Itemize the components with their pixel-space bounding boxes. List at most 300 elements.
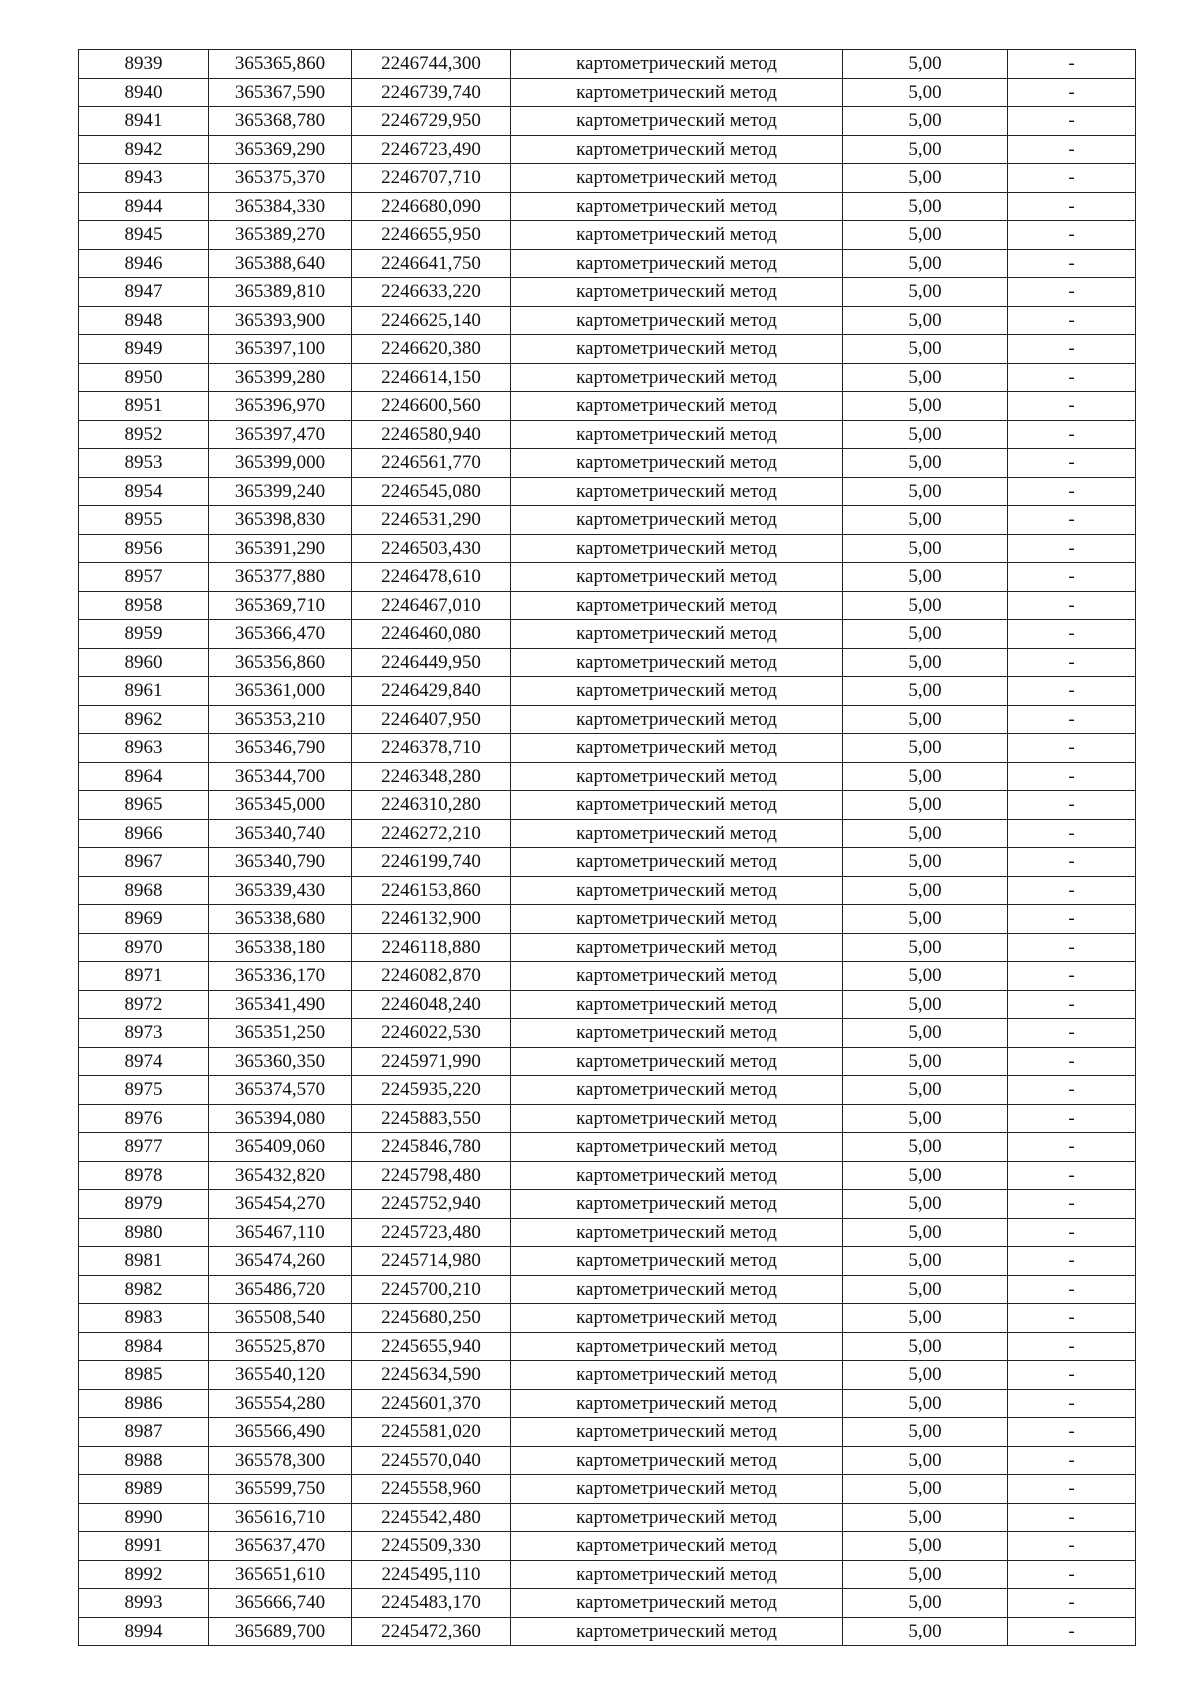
method-cell: картометрический метод	[511, 477, 843, 506]
table-row	[79, 192, 1136, 221]
method-cell: картометрический метод	[511, 306, 843, 335]
point-number-cell: 8981	[79, 1247, 209, 1276]
x-coordinate-cell: 365369,290	[209, 135, 352, 164]
point-number-cell: 8948	[79, 306, 209, 335]
x-coordinate-cell: 365367,590	[209, 78, 352, 107]
accuracy-cell: 5,00	[843, 50, 1008, 79]
description-cell: -	[1008, 335, 1136, 364]
table-row	[79, 563, 1136, 592]
accuracy-cell: 5,00	[843, 392, 1008, 421]
method-cell: картометрический метод	[511, 648, 843, 677]
x-coordinate-cell: 365391,290	[209, 534, 352, 563]
y-coordinate-cell: 2246531,290	[352, 506, 511, 535]
x-coordinate-cell: 365399,280	[209, 363, 352, 392]
description-cell: -	[1008, 848, 1136, 877]
y-coordinate-cell: 2246600,560	[352, 392, 511, 421]
method-cell: картометрический метод	[511, 449, 843, 478]
accuracy-cell: 5,00	[843, 1304, 1008, 1333]
description-cell: -	[1008, 306, 1136, 335]
method-cell: картометрический метод	[511, 591, 843, 620]
x-coordinate-cell: 365454,270	[209, 1190, 352, 1219]
accuracy-cell: 5,00	[843, 791, 1008, 820]
table-row	[79, 506, 1136, 535]
table-row	[79, 1475, 1136, 1504]
description-cell: -	[1008, 363, 1136, 392]
accuracy-cell: 5,00	[843, 1560, 1008, 1589]
description-cell: -	[1008, 78, 1136, 107]
accuracy-cell: 5,00	[843, 78, 1008, 107]
description-cell: -	[1008, 990, 1136, 1019]
method-cell: картометрический метод	[511, 192, 843, 221]
description-cell: -	[1008, 1503, 1136, 1532]
description-cell: -	[1008, 734, 1136, 763]
accuracy-cell: 5,00	[843, 677, 1008, 706]
table-row	[79, 1161, 1136, 1190]
x-coordinate-cell: 365375,370	[209, 164, 352, 193]
description-cell: -	[1008, 135, 1136, 164]
y-coordinate-cell: 2245581,020	[352, 1418, 511, 1447]
table-row	[79, 591, 1136, 620]
description-cell: -	[1008, 1361, 1136, 1390]
accuracy-cell: 5,00	[843, 962, 1008, 991]
method-cell: картометрический метод	[511, 1275, 843, 1304]
x-coordinate-cell: 365356,860	[209, 648, 352, 677]
table-row	[79, 107, 1136, 136]
method-cell: картометрический метод	[511, 1617, 843, 1646]
x-coordinate-cell: 365399,240	[209, 477, 352, 506]
method-cell: картометрический метод	[511, 1104, 843, 1133]
coordinates-table-body	[79, 50, 1136, 1646]
table-row	[79, 1418, 1136, 1447]
description-cell: -	[1008, 50, 1136, 79]
point-number-cell: 8970	[79, 933, 209, 962]
description-cell: -	[1008, 705, 1136, 734]
y-coordinate-cell: 2246680,090	[352, 192, 511, 221]
method-cell: картометрический метод	[511, 78, 843, 107]
y-coordinate-cell: 2245483,170	[352, 1589, 511, 1618]
accuracy-cell: 5,00	[843, 335, 1008, 364]
method-cell: картометрический метод	[511, 1133, 843, 1162]
y-coordinate-cell: 2245634,590	[352, 1361, 511, 1390]
accuracy-cell: 5,00	[843, 221, 1008, 250]
y-coordinate-cell: 2246082,870	[352, 962, 511, 991]
x-coordinate-cell: 365361,000	[209, 677, 352, 706]
y-coordinate-cell: 2246478,610	[352, 563, 511, 592]
x-coordinate-cell: 365345,000	[209, 791, 352, 820]
method-cell: картометрический метод	[511, 990, 843, 1019]
y-coordinate-cell: 2245655,940	[352, 1332, 511, 1361]
accuracy-cell: 5,00	[843, 620, 1008, 649]
point-number-cell: 8968	[79, 876, 209, 905]
method-cell: картометрический метод	[511, 506, 843, 535]
accuracy-cell: 5,00	[843, 1104, 1008, 1133]
x-coordinate-cell: 365365,860	[209, 50, 352, 79]
y-coordinate-cell: 2246407,950	[352, 705, 511, 734]
table-row	[79, 1247, 1136, 1276]
table-row	[79, 1047, 1136, 1076]
y-coordinate-cell: 2245558,960	[352, 1475, 511, 1504]
accuracy-cell: 5,00	[843, 734, 1008, 763]
y-coordinate-cell: 2245601,370	[352, 1389, 511, 1418]
method-cell: картометрический метод	[511, 1161, 843, 1190]
point-number-cell: 8976	[79, 1104, 209, 1133]
table-row	[79, 734, 1136, 763]
description-cell: -	[1008, 1446, 1136, 1475]
x-coordinate-cell: 365467,110	[209, 1218, 352, 1247]
method-cell: картометрический метод	[511, 1361, 843, 1390]
method-cell: картометрический метод	[511, 50, 843, 79]
y-coordinate-cell: 2245798,480	[352, 1161, 511, 1190]
x-coordinate-cell: 365366,470	[209, 620, 352, 649]
method-cell: картометрический метод	[511, 1247, 843, 1276]
accuracy-cell: 5,00	[843, 591, 1008, 620]
method-cell: картометрический метод	[511, 905, 843, 934]
y-coordinate-cell: 2245472,360	[352, 1617, 511, 1646]
y-coordinate-cell: 2246744,300	[352, 50, 511, 79]
description-cell: -	[1008, 1218, 1136, 1247]
point-number-cell: 8988	[79, 1446, 209, 1475]
y-coordinate-cell: 2245971,990	[352, 1047, 511, 1076]
y-coordinate-cell: 2246272,210	[352, 819, 511, 848]
table-row	[79, 648, 1136, 677]
y-coordinate-cell: 2246199,740	[352, 848, 511, 877]
accuracy-cell: 5,00	[843, 876, 1008, 905]
accuracy-cell: 5,00	[843, 1389, 1008, 1418]
y-coordinate-cell: 2246707,710	[352, 164, 511, 193]
x-coordinate-cell: 365389,270	[209, 221, 352, 250]
point-number-cell: 8984	[79, 1332, 209, 1361]
table-row	[79, 50, 1136, 79]
point-number-cell: 8966	[79, 819, 209, 848]
method-cell: картометрический метод	[511, 1503, 843, 1532]
x-coordinate-cell: 365397,470	[209, 420, 352, 449]
x-coordinate-cell: 365396,970	[209, 392, 352, 421]
method-cell: картометрический метод	[511, 876, 843, 905]
x-coordinate-cell: 365360,350	[209, 1047, 352, 1076]
y-coordinate-cell: 2246378,710	[352, 734, 511, 763]
x-coordinate-cell: 365432,820	[209, 1161, 352, 1190]
point-number-cell: 8973	[79, 1019, 209, 1048]
point-number-cell: 8945	[79, 221, 209, 250]
x-coordinate-cell: 365599,750	[209, 1475, 352, 1504]
accuracy-cell: 5,00	[843, 107, 1008, 136]
description-cell: -	[1008, 278, 1136, 307]
point-number-cell: 8993	[79, 1589, 209, 1618]
table-row	[79, 477, 1136, 506]
point-number-cell: 8982	[79, 1275, 209, 1304]
y-coordinate-cell: 2246449,950	[352, 648, 511, 677]
x-coordinate-cell: 365554,280	[209, 1389, 352, 1418]
description-cell: -	[1008, 620, 1136, 649]
method-cell: картометрический метод	[511, 933, 843, 962]
description-cell: -	[1008, 1418, 1136, 1447]
point-number-cell: 8949	[79, 335, 209, 364]
point-number-cell: 8947	[79, 278, 209, 307]
description-cell: -	[1008, 1133, 1136, 1162]
accuracy-cell: 5,00	[843, 1361, 1008, 1390]
table-row	[79, 876, 1136, 905]
accuracy-cell: 5,00	[843, 1161, 1008, 1190]
description-cell: -	[1008, 1475, 1136, 1504]
description-cell: -	[1008, 164, 1136, 193]
method-cell: картометрический метод	[511, 278, 843, 307]
x-coordinate-cell: 365344,700	[209, 762, 352, 791]
method-cell: картометрический метод	[511, 1190, 843, 1219]
table-row	[79, 392, 1136, 421]
y-coordinate-cell: 2245700,210	[352, 1275, 511, 1304]
accuracy-cell: 5,00	[843, 1475, 1008, 1504]
accuracy-cell: 5,00	[843, 848, 1008, 877]
point-number-cell: 8950	[79, 363, 209, 392]
method-cell: картометрический метод	[511, 1589, 843, 1618]
table-row	[79, 335, 1136, 364]
y-coordinate-cell: 2245680,250	[352, 1304, 511, 1333]
description-cell: -	[1008, 1532, 1136, 1561]
description-cell: -	[1008, 648, 1136, 677]
accuracy-cell: 5,00	[843, 1275, 1008, 1304]
x-coordinate-cell: 365374,570	[209, 1076, 352, 1105]
point-number-cell: 8956	[79, 534, 209, 563]
table-row	[79, 1076, 1136, 1105]
y-coordinate-cell: 2246620,380	[352, 335, 511, 364]
table-row	[79, 1446, 1136, 1475]
method-cell: картометрический метод	[511, 1560, 843, 1589]
y-coordinate-cell: 2246467,010	[352, 591, 511, 620]
table-row	[79, 1019, 1136, 1048]
table-row	[79, 620, 1136, 649]
accuracy-cell: 5,00	[843, 1532, 1008, 1561]
point-number-cell: 8969	[79, 905, 209, 934]
point-number-cell: 8980	[79, 1218, 209, 1247]
x-coordinate-cell: 365474,260	[209, 1247, 352, 1276]
x-coordinate-cell: 365525,870	[209, 1332, 352, 1361]
point-number-cell: 8941	[79, 107, 209, 136]
x-coordinate-cell: 365393,900	[209, 306, 352, 335]
point-number-cell: 8952	[79, 420, 209, 449]
accuracy-cell: 5,00	[843, 449, 1008, 478]
description-cell: -	[1008, 591, 1136, 620]
accuracy-cell: 5,00	[843, 563, 1008, 592]
y-coordinate-cell: 2246118,880	[352, 933, 511, 962]
x-coordinate-cell: 365508,540	[209, 1304, 352, 1333]
point-number-cell: 8946	[79, 249, 209, 278]
x-coordinate-cell: 365353,210	[209, 705, 352, 734]
method-cell: картометрический метод	[511, 534, 843, 563]
y-coordinate-cell: 2245542,480	[352, 1503, 511, 1532]
x-coordinate-cell: 365566,490	[209, 1418, 352, 1447]
x-coordinate-cell: 365338,180	[209, 933, 352, 962]
point-number-cell: 8964	[79, 762, 209, 791]
y-coordinate-cell: 2246132,900	[352, 905, 511, 934]
method-cell: картометрический метод	[511, 620, 843, 649]
table-row	[79, 1560, 1136, 1589]
accuracy-cell: 5,00	[843, 648, 1008, 677]
table-row	[79, 677, 1136, 706]
y-coordinate-cell: 2245723,480	[352, 1218, 511, 1247]
method-cell: картометрический метод	[511, 1389, 843, 1418]
point-number-cell: 8989	[79, 1475, 209, 1504]
y-coordinate-cell: 2246561,770	[352, 449, 511, 478]
method-cell: картометрический метод	[511, 677, 843, 706]
table-row	[79, 306, 1136, 335]
y-coordinate-cell: 2246153,860	[352, 876, 511, 905]
accuracy-cell: 5,00	[843, 306, 1008, 335]
method-cell: картометрический метод	[511, 734, 843, 763]
table-row	[79, 990, 1136, 1019]
method-cell: картометрический метод	[511, 420, 843, 449]
accuracy-cell: 5,00	[843, 819, 1008, 848]
method-cell: картометрический метод	[511, 1076, 843, 1105]
accuracy-cell: 5,00	[843, 477, 1008, 506]
point-number-cell: 8959	[79, 620, 209, 649]
x-coordinate-cell: 365666,740	[209, 1589, 352, 1618]
accuracy-cell: 5,00	[843, 192, 1008, 221]
description-cell: -	[1008, 1047, 1136, 1076]
y-coordinate-cell: 2246625,140	[352, 306, 511, 335]
accuracy-cell: 5,00	[843, 249, 1008, 278]
x-coordinate-cell: 365351,250	[209, 1019, 352, 1048]
point-number-cell: 8953	[79, 449, 209, 478]
method-cell: картометрический метод	[511, 1218, 843, 1247]
table-row	[79, 1617, 1136, 1646]
table-row	[79, 1589, 1136, 1618]
accuracy-cell: 5,00	[843, 1133, 1008, 1162]
x-coordinate-cell: 365409,060	[209, 1133, 352, 1162]
table-row	[79, 1361, 1136, 1390]
table-row	[79, 791, 1136, 820]
description-cell: -	[1008, 249, 1136, 278]
table-row	[79, 1275, 1136, 1304]
point-number-cell: 8944	[79, 192, 209, 221]
point-number-cell: 8987	[79, 1418, 209, 1447]
x-coordinate-cell: 365341,490	[209, 990, 352, 1019]
x-coordinate-cell: 365339,430	[209, 876, 352, 905]
x-coordinate-cell: 365637,470	[209, 1532, 352, 1561]
y-coordinate-cell: 2246545,080	[352, 477, 511, 506]
point-number-cell: 8943	[79, 164, 209, 193]
method-cell: картометрический метод	[511, 705, 843, 734]
method-cell: картометрический метод	[511, 249, 843, 278]
y-coordinate-cell: 2246022,530	[352, 1019, 511, 1048]
y-coordinate-cell: 2245495,110	[352, 1560, 511, 1589]
y-coordinate-cell: 2246580,940	[352, 420, 511, 449]
description-cell: -	[1008, 1589, 1136, 1618]
y-coordinate-cell: 2245752,940	[352, 1190, 511, 1219]
accuracy-cell: 5,00	[843, 1076, 1008, 1105]
table-row	[79, 848, 1136, 877]
description-cell: -	[1008, 677, 1136, 706]
coordinates-table	[78, 49, 1136, 1646]
description-cell: -	[1008, 1304, 1136, 1333]
description-cell: -	[1008, 819, 1136, 848]
table-row	[79, 78, 1136, 107]
point-number-cell: 8991	[79, 1532, 209, 1561]
description-cell: -	[1008, 449, 1136, 478]
accuracy-cell: 5,00	[843, 1019, 1008, 1048]
point-number-cell: 8963	[79, 734, 209, 763]
table-row	[79, 1104, 1136, 1133]
table-row	[79, 363, 1136, 392]
x-coordinate-cell: 365394,080	[209, 1104, 352, 1133]
point-number-cell: 8960	[79, 648, 209, 677]
accuracy-cell: 5,00	[843, 990, 1008, 1019]
table-row	[79, 249, 1136, 278]
method-cell: картометрический метод	[511, 221, 843, 250]
method-cell: картометрический метод	[511, 762, 843, 791]
y-coordinate-cell: 2246633,220	[352, 278, 511, 307]
x-coordinate-cell: 365369,710	[209, 591, 352, 620]
accuracy-cell: 5,00	[843, 278, 1008, 307]
accuracy-cell: 5,00	[843, 762, 1008, 791]
y-coordinate-cell: 2246429,840	[352, 677, 511, 706]
method-cell: картометрический метод	[511, 1418, 843, 1447]
table-row	[79, 420, 1136, 449]
description-cell: -	[1008, 1161, 1136, 1190]
accuracy-cell: 5,00	[843, 363, 1008, 392]
method-cell: картометрический метод	[511, 1332, 843, 1361]
y-coordinate-cell: 2245714,980	[352, 1247, 511, 1276]
point-number-cell: 8965	[79, 791, 209, 820]
y-coordinate-cell: 2246655,950	[352, 221, 511, 250]
x-coordinate-cell: 365616,710	[209, 1503, 352, 1532]
table-row	[79, 705, 1136, 734]
point-number-cell: 8961	[79, 677, 209, 706]
y-coordinate-cell: 2245883,550	[352, 1104, 511, 1133]
description-cell: -	[1008, 534, 1136, 563]
description-cell: -	[1008, 477, 1136, 506]
y-coordinate-cell: 2245935,220	[352, 1076, 511, 1105]
x-coordinate-cell: 365336,170	[209, 962, 352, 991]
method-cell: картометрический метод	[511, 1532, 843, 1561]
table-row	[79, 962, 1136, 991]
x-coordinate-cell: 365540,120	[209, 1361, 352, 1390]
method-cell: картометрический метод	[511, 1019, 843, 1048]
table-row	[79, 221, 1136, 250]
point-number-cell: 8971	[79, 962, 209, 991]
description-cell: -	[1008, 1332, 1136, 1361]
point-number-cell: 8954	[79, 477, 209, 506]
point-number-cell: 8978	[79, 1161, 209, 1190]
method-cell: картометрический метод	[511, 563, 843, 592]
description-cell: -	[1008, 1560, 1136, 1589]
point-number-cell: 8957	[79, 563, 209, 592]
table-row	[79, 1218, 1136, 1247]
accuracy-cell: 5,00	[843, 1247, 1008, 1276]
point-number-cell: 8986	[79, 1389, 209, 1418]
x-coordinate-cell: 365486,720	[209, 1275, 352, 1304]
table-row	[79, 819, 1136, 848]
point-number-cell: 8942	[79, 135, 209, 164]
point-number-cell: 8940	[79, 78, 209, 107]
method-cell: картометрический метод	[511, 1446, 843, 1475]
point-number-cell: 8983	[79, 1304, 209, 1333]
description-cell: -	[1008, 962, 1136, 991]
description-cell: -	[1008, 563, 1136, 592]
accuracy-cell: 5,00	[843, 1418, 1008, 1447]
accuracy-cell: 5,00	[843, 1047, 1008, 1076]
method-cell: картометрический метод	[511, 363, 843, 392]
x-coordinate-cell: 365397,100	[209, 335, 352, 364]
table-row	[79, 1133, 1136, 1162]
x-coordinate-cell: 365689,700	[209, 1617, 352, 1646]
accuracy-cell: 5,00	[843, 1190, 1008, 1219]
point-number-cell: 8951	[79, 392, 209, 421]
table-row	[79, 762, 1136, 791]
x-coordinate-cell: 365368,780	[209, 107, 352, 136]
method-cell: картометрический метод	[511, 107, 843, 136]
description-cell: -	[1008, 506, 1136, 535]
point-number-cell: 8977	[79, 1133, 209, 1162]
